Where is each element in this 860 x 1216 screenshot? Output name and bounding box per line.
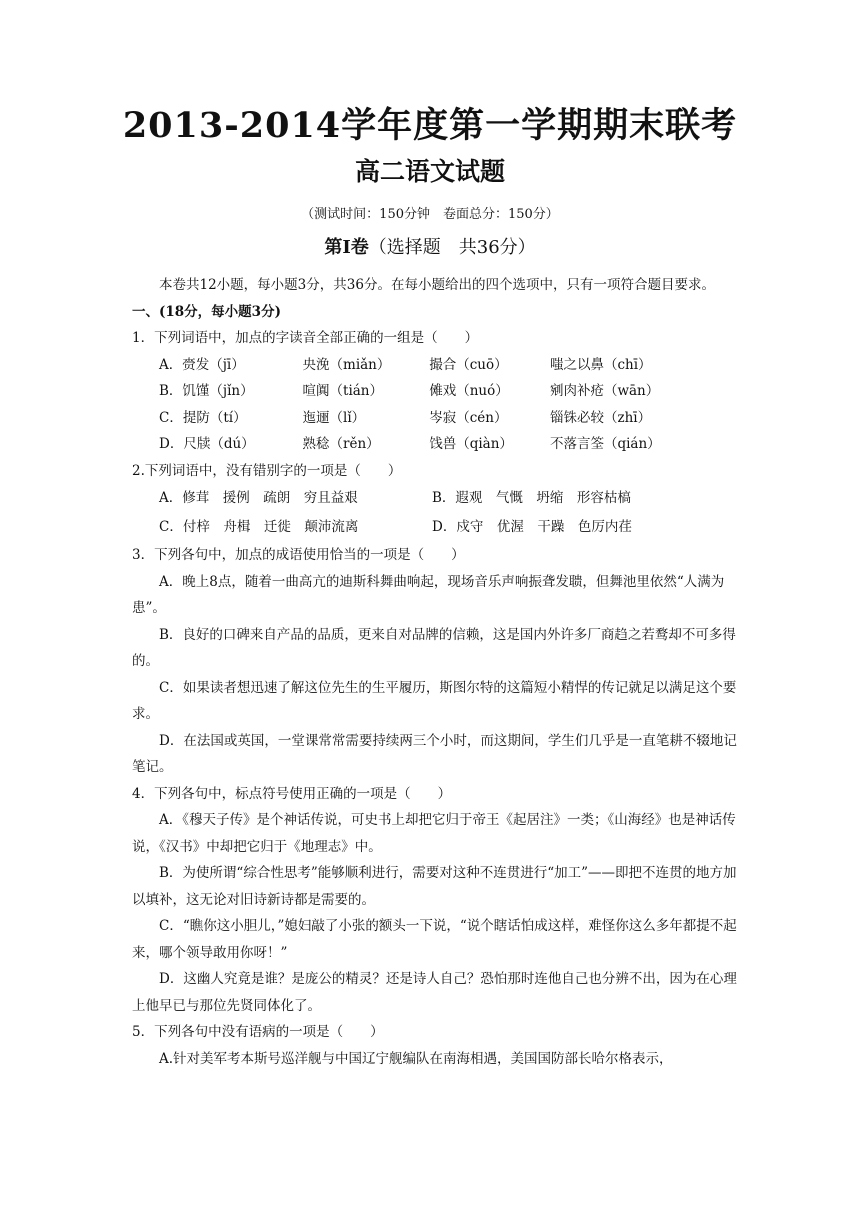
- exam-subtitle: 高二语文试题: [354, 157, 505, 186]
- option-row: [159, 405, 738, 432]
- option-cell: 饯兽（qiàn）: [429, 436, 513, 452]
- exam-content: [132, 272, 738, 1072]
- option-cell: 岑寂（cén）: [429, 409, 508, 426]
- question-3-stem: 3．下列各句中，加点的成语使用恰当的一项是（ ）: [132, 547, 465, 563]
- question-2-stem: 2.下列词语中，没有错别字的一项是（ ）: [132, 462, 402, 479]
- option-cell: 迤逦（lǐ）: [302, 409, 366, 426]
- option-cell: A．赍发（jī）: [159, 356, 245, 373]
- question-1-stem: 1．下列词语中，加点的字读音全部正确的一组是（ ）: [132, 330, 479, 346]
- option-row: [159, 431, 738, 458]
- question-5-stem: 5．下列各句中没有语病的一项是（ ）: [132, 1024, 384, 1040]
- question-4-stem: 4．下列各句中，标点符号使用正确的一项是（ ）: [132, 785, 452, 802]
- option-row: [159, 378, 738, 405]
- option-row: [159, 484, 738, 513]
- option-cell: 撮合（cuō）: [429, 356, 508, 373]
- option-cell: D．尺牍（dú）: [159, 436, 255, 452]
- option-cell: C．付梓 舟楫 迁徙 颠沛流离: [159, 519, 359, 535]
- option-cell: B．遐观 气慨 坍缩 形容枯槁: [432, 490, 631, 506]
- section-title: [0, 235, 860, 261]
- intro-text: 本卷共12小题，每小题3分，共36分。在每小题给出的四个选项中，只有一项符合题目要求。: [159, 277, 715, 293]
- question-4-option-a: A．《穆天子传》是个神话传说，可史书上却把它归于帝王《起居注》一类；《山海经》也是神话传说，《汉书》中却把它归于《地理志》中。: [132, 812, 736, 855]
- option-cell: 锱铢必较（zhī）: [549, 409, 652, 426]
- section-roman: 第Ⅰ卷: [324, 237, 369, 258]
- option-cell: 剜肉补疮（wān）: [549, 383, 660, 399]
- question-3-option-c: C．如果读者想迅速了解这位先生的生平履历，斯图尔特的这篇短小精悍的传记就足以满足这个要求。: [132, 679, 737, 722]
- option-row: [159, 513, 738, 542]
- option-cell: 傩戏（nuó）: [429, 383, 509, 399]
- exam-title: 2013-2014学年度第一学期期末联考: [122, 105, 738, 146]
- option-cell: B．饥馑（jǐn）: [159, 383, 254, 399]
- question-2-options: [132, 484, 738, 542]
- group-heading: 一、(18分，每小题3分): [132, 303, 281, 320]
- question-5-option-a: A.针对美军考本斯号巡洋舰与中国辽宁舰编队在南海相遇，美国国防部长哈尔格表示，: [159, 1050, 673, 1067]
- option-cell: A．修茸 援例 疏朗 穷且益艰: [159, 490, 358, 506]
- option-cell: 熟稔（rěn）: [302, 436, 380, 452]
- option-cell: 不落言筌（qián）: [549, 436, 661, 452]
- option-cell: C．提防（tí）: [159, 409, 247, 426]
- option-cell: 嗤之以鼻（chī）: [549, 356, 652, 373]
- question-4-option-d: D．这幽人究竟是谁？是庞公的精灵？还是诗人自己？恐怕那时连他自己也分辨不出，因为在心理上他早已与那位先贤同体化了。: [132, 971, 737, 1014]
- option-cell: D．戍守 优渥 干躁 色厉内荏: [432, 519, 632, 535]
- section-title-rest: （选择题 共36分）: [368, 237, 536, 258]
- question-3-option-a: A．晚上8点，随着一曲高亢的迪斯科舞曲响起，现场音乐声响振聋发聩，但舞池里依然“人满为患”。: [132, 573, 725, 616]
- question-3-option-d: D．在法国或英国，一堂课常常需要持续两三个小时，而这期间，学生们几乎是一直笔耕不辍地记笔记。: [132, 732, 737, 775]
- option-cell: 央浼（miǎn）: [302, 356, 391, 373]
- question-1-options: [132, 352, 738, 458]
- question-3-option-b: B．良好的口碑来自产品的品质，更来自对品牌的信赖，这是国内外许多厂商趋之若鹜却不可多得的。: [132, 626, 736, 669]
- question-4-option-b: B．为使所谓“综合性思考”能够顺利进行，需要对这种不连贯进行“加工”——即把不连贯的地方加以填补，这无论对旧诗新诗都是需要的。: [132, 865, 737, 908]
- question-4-option-c: C．“瞧你这小胆儿，”媳妇敲了小张的额头一下说，“说个瞎话怕成这样，难怪你这么多年都提不起来，哪个领导敢用你呀！”: [132, 918, 737, 961]
- option-cell: 喧阗（tián）: [302, 383, 384, 399]
- test-info: （测试时间：150分钟 卷面总分：150分）: [301, 207, 559, 222]
- option-row: [159, 352, 738, 379]
